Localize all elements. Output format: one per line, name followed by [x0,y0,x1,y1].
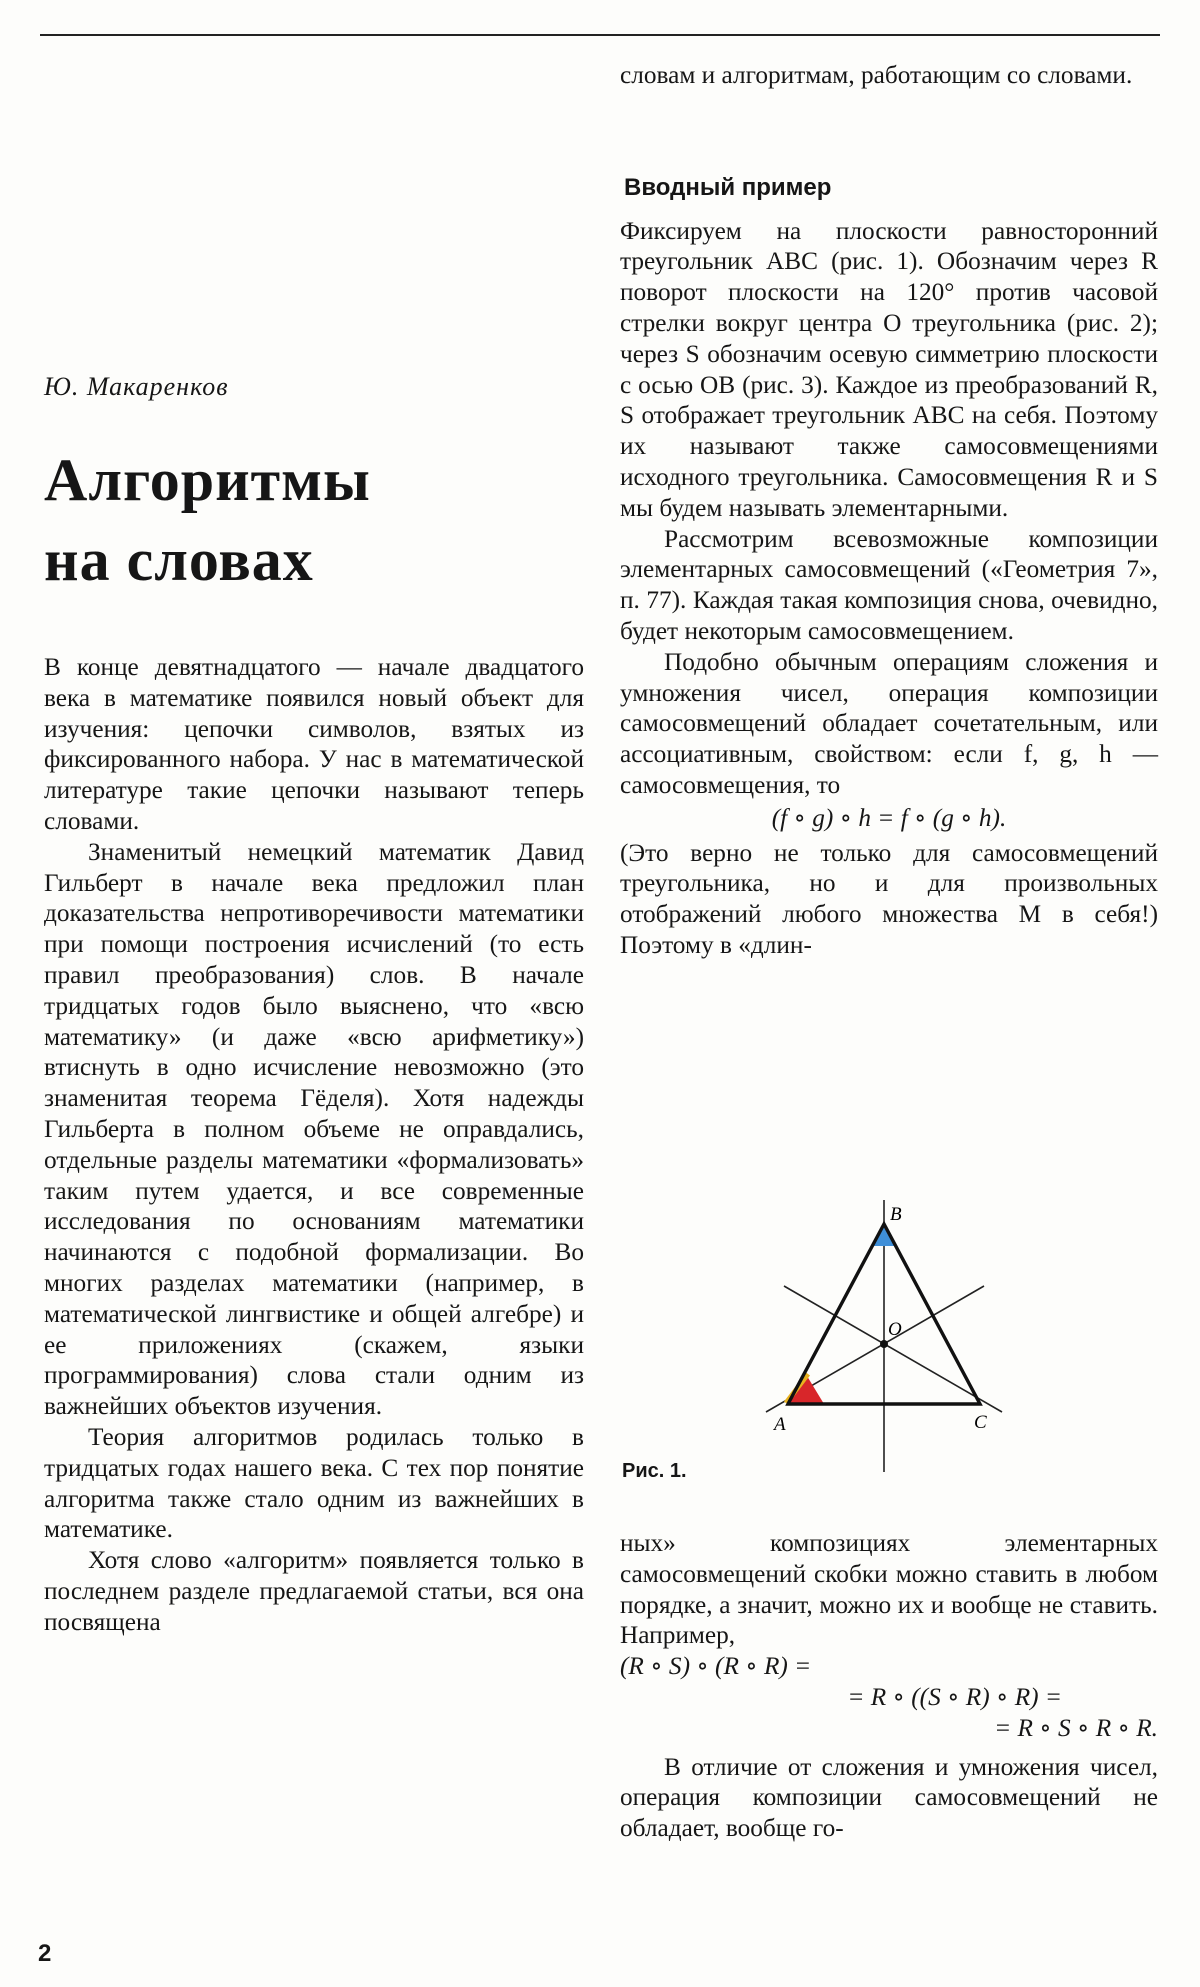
paragraph: Рассмотрим всевозможные композиции элементарных самосовмещений («Геометрия 7», п. 77). Каждая такая композиция снова, очевидно, будет некоторым самосовмещением. [620,524,1158,645]
label-b: B [890,1204,902,1225]
right-column-bottom [620,1528,1158,1844]
figure-caption: Рис. 1. [622,1460,687,1482]
top-rule [40,34,1160,36]
label-o: O [888,1319,902,1340]
paragraph: (Это верно не только для самосовмещений треугольника, но и для произвольных отображений любого множества M в себя!) Поэтому в «длин- [620,838,1158,959]
paragraph-continuation: словам и алгоритмам, работающим со словами. [620,61,1133,89]
paragraph: Знаменитый немецкий математик Давид Гильберт в начале века предложил план доказательства непротиворечивости математики при помощи построения исчислений (то есть правил преобразования) слов. В начале тридцатых годов было выяснено, что «всю математику» (и даже «всю арифметику») втиснуть в одно исчисление невозможно (это знаменитая теорема Гёделя). Хотя надежды Гильберта в полном объеме не оправдались, отдельные разделы математики «формализовать» таким путем удается, и все современные исследования по основаниям математики начинаются с подобной формализации. Во многих разделах математики (например, в математической лингвистике и общей алгебре) и ее приложениях (скажем, языки программирования) слова стали одним из важнейших объектов изучения. [44,837,584,1421]
left-column [44,652,584,1638]
paragraph: Теория алгоритмов родилась только в тридцатых годах нашего века. С тех пор понятие алгоритма также стало одним из важнейших в математике. [44,1422,584,1544]
paragraph: Фиксируем на плоскости равносторонний треугольник ABC (рис. 1). Обозначим через R поворот плоскости на 120° против часовой стрелки вокруг центра O треугольника (рис. 2); через S обозначим осевую симметрию плоскости с осью OB (рис. 3). Каждое из преобразований R, S отображает треугольник ABC на себя. Поэтому их называют также самосовмещениями исходного треугольника. Самосовмещения R и S мы будем называть элементарными. [620,216,1158,522]
center-point [880,1340,888,1348]
formula-line-3: = R ∘ S ∘ R ∘ R. [994,1713,1158,1742]
paragraph: В отличие от сложения и умножения чисел, операция композиции самосовмещений не обладает, вообще го- [620,1752,1158,1843]
right-column-top [620,60,1158,961]
formula-line-2: = R ∘ ((S ∘ R) ∘ R) = [847,1682,1062,1711]
paragraph: В конце девятнадцатого — начале двадцатого века в математике появился новый объект для изучения: цепочки символов, взятых из фиксированного набора. У нас в математической литературе такие цепочки называют теперь словами. [44,653,584,835]
title-line-2: на словах [44,527,314,593]
paragraph: Хотя слово «алгоритм» появляется только в последнем разделе предлагаемой статьи, вся она посвящена [44,1546,584,1636]
formula-line-1: (R ∘ S) ∘ (R ∘ R) = [620,1652,812,1681]
figure-triangle [740,1190,1060,1480]
title-line-1: Алгоритмы [44,447,371,513]
paragraph: ных» композициях элементарных самосовмещений скобки можно ставить в любом порядке, а значит, можно их и вообще не ставить. Например, [620,1529,1158,1650]
article-title [44,440,371,600]
page-number: 2 [38,1940,52,1967]
label-a: A [774,1414,786,1435]
formula-associativity: (f ∘ g) ∘ h = f ∘ (g ∘ h). [771,803,1007,832]
section-heading: Вводный пример [624,173,832,201]
paragraph: Подобно обычным операциям сложения и умножения чисел, операция композиции самосовмещений обладает сочетательным, или ассоциативным, свойством: если f, g, h — самосовмещения, то [620,647,1158,799]
triangle-diagram [740,1190,1060,1480]
author: Ю. Макаренков [44,372,229,401]
label-c: C [974,1412,987,1433]
